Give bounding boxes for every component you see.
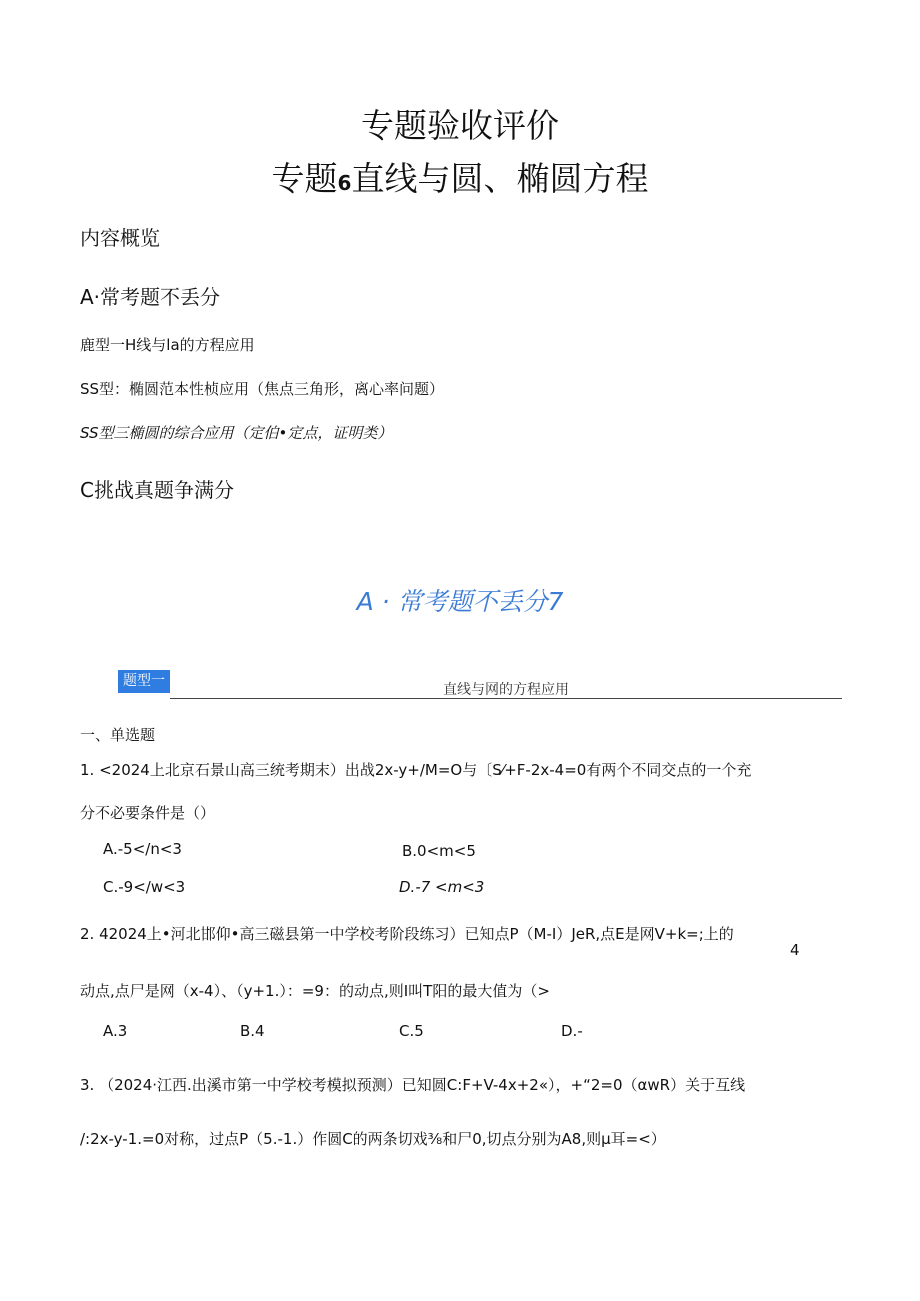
q1-option-b: B.0<m<5 — [402, 842, 476, 860]
q2-option-a: A.3 — [103, 1022, 128, 1040]
q1-option-a: A.-5</n<3 — [103, 840, 182, 858]
topic-rule — [170, 698, 842, 699]
q1-line2: 分不必要条件是（） — [80, 804, 216, 822]
q2-side-number: 4 — [790, 941, 800, 959]
subtitle-number: 6 — [337, 171, 352, 195]
toc-section-a: A·常考题不丢分 — [80, 285, 221, 309]
q2-line2: 动点,点尸是网（x-4）、（y+1.）：=9：的动点,则I叫T阳的最大值为（> — [80, 982, 550, 1000]
doc-subtitle — [0, 153, 920, 200]
toc-section-c: C挑战真题争满分 — [80, 478, 234, 502]
q1-line1: 1. <2024上北京石景山高三统考期末）出战2x-y+/M=O与〔S⁄+F-2x-4=0有两个不同交点的一个充 — [80, 761, 752, 779]
toc-heading: 内容概览 — [80, 226, 160, 250]
topic-tag: 题型一 — [118, 670, 170, 693]
q2-line1: 2. 42024上•河北邯仰•高三磁县第一中学校考阶段练习）已知点P（M-I）JeR,点E是网V+k=;上的 — [80, 925, 734, 943]
q2-option-b: B.4 — [240, 1022, 265, 1040]
subtitle-rest: 直线与圆、椭圆方程 — [351, 159, 649, 198]
toc-item-3: SS型三椭圆的综合应用（定伯•定点，证明类） — [80, 424, 393, 442]
q3-line1: 3. （2024·江西.出溪市第一中学校考模拟预测）已知圆C:F+V-4x+2«），+“2=0（αwR）关于互线 — [80, 1076, 746, 1094]
question-type-heading: 一、单选题 — [80, 726, 156, 744]
toc-item-1: 鹿型一H线与la的方程应用 — [80, 336, 255, 354]
topic-label: 直线与网的方程应用 — [443, 682, 569, 698]
q2-option-d: D.- — [561, 1022, 583, 1040]
q1-option-d: D.-7 <m<3 — [399, 878, 485, 896]
doc-title: 专题验收评价 — [361, 106, 559, 145]
toc-item-2: SS型：椭圆范本性桢应用（焦点三角形，离心率问题） — [80, 380, 445, 398]
q3-line2: /:2x-y-1.=0对称，过点P（5.-1.）作圆C的两条切戏⅜和尸0,切点分别为A8,则μ耳=<） — [80, 1130, 666, 1148]
section-banner: A · 常考题不丢分7 — [356, 587, 564, 616]
q2-option-c: C.5 — [399, 1022, 424, 1040]
subtitle-prefix: 专题 — [271, 159, 338, 198]
q1-option-c: C.-9</w<3 — [103, 878, 186, 896]
